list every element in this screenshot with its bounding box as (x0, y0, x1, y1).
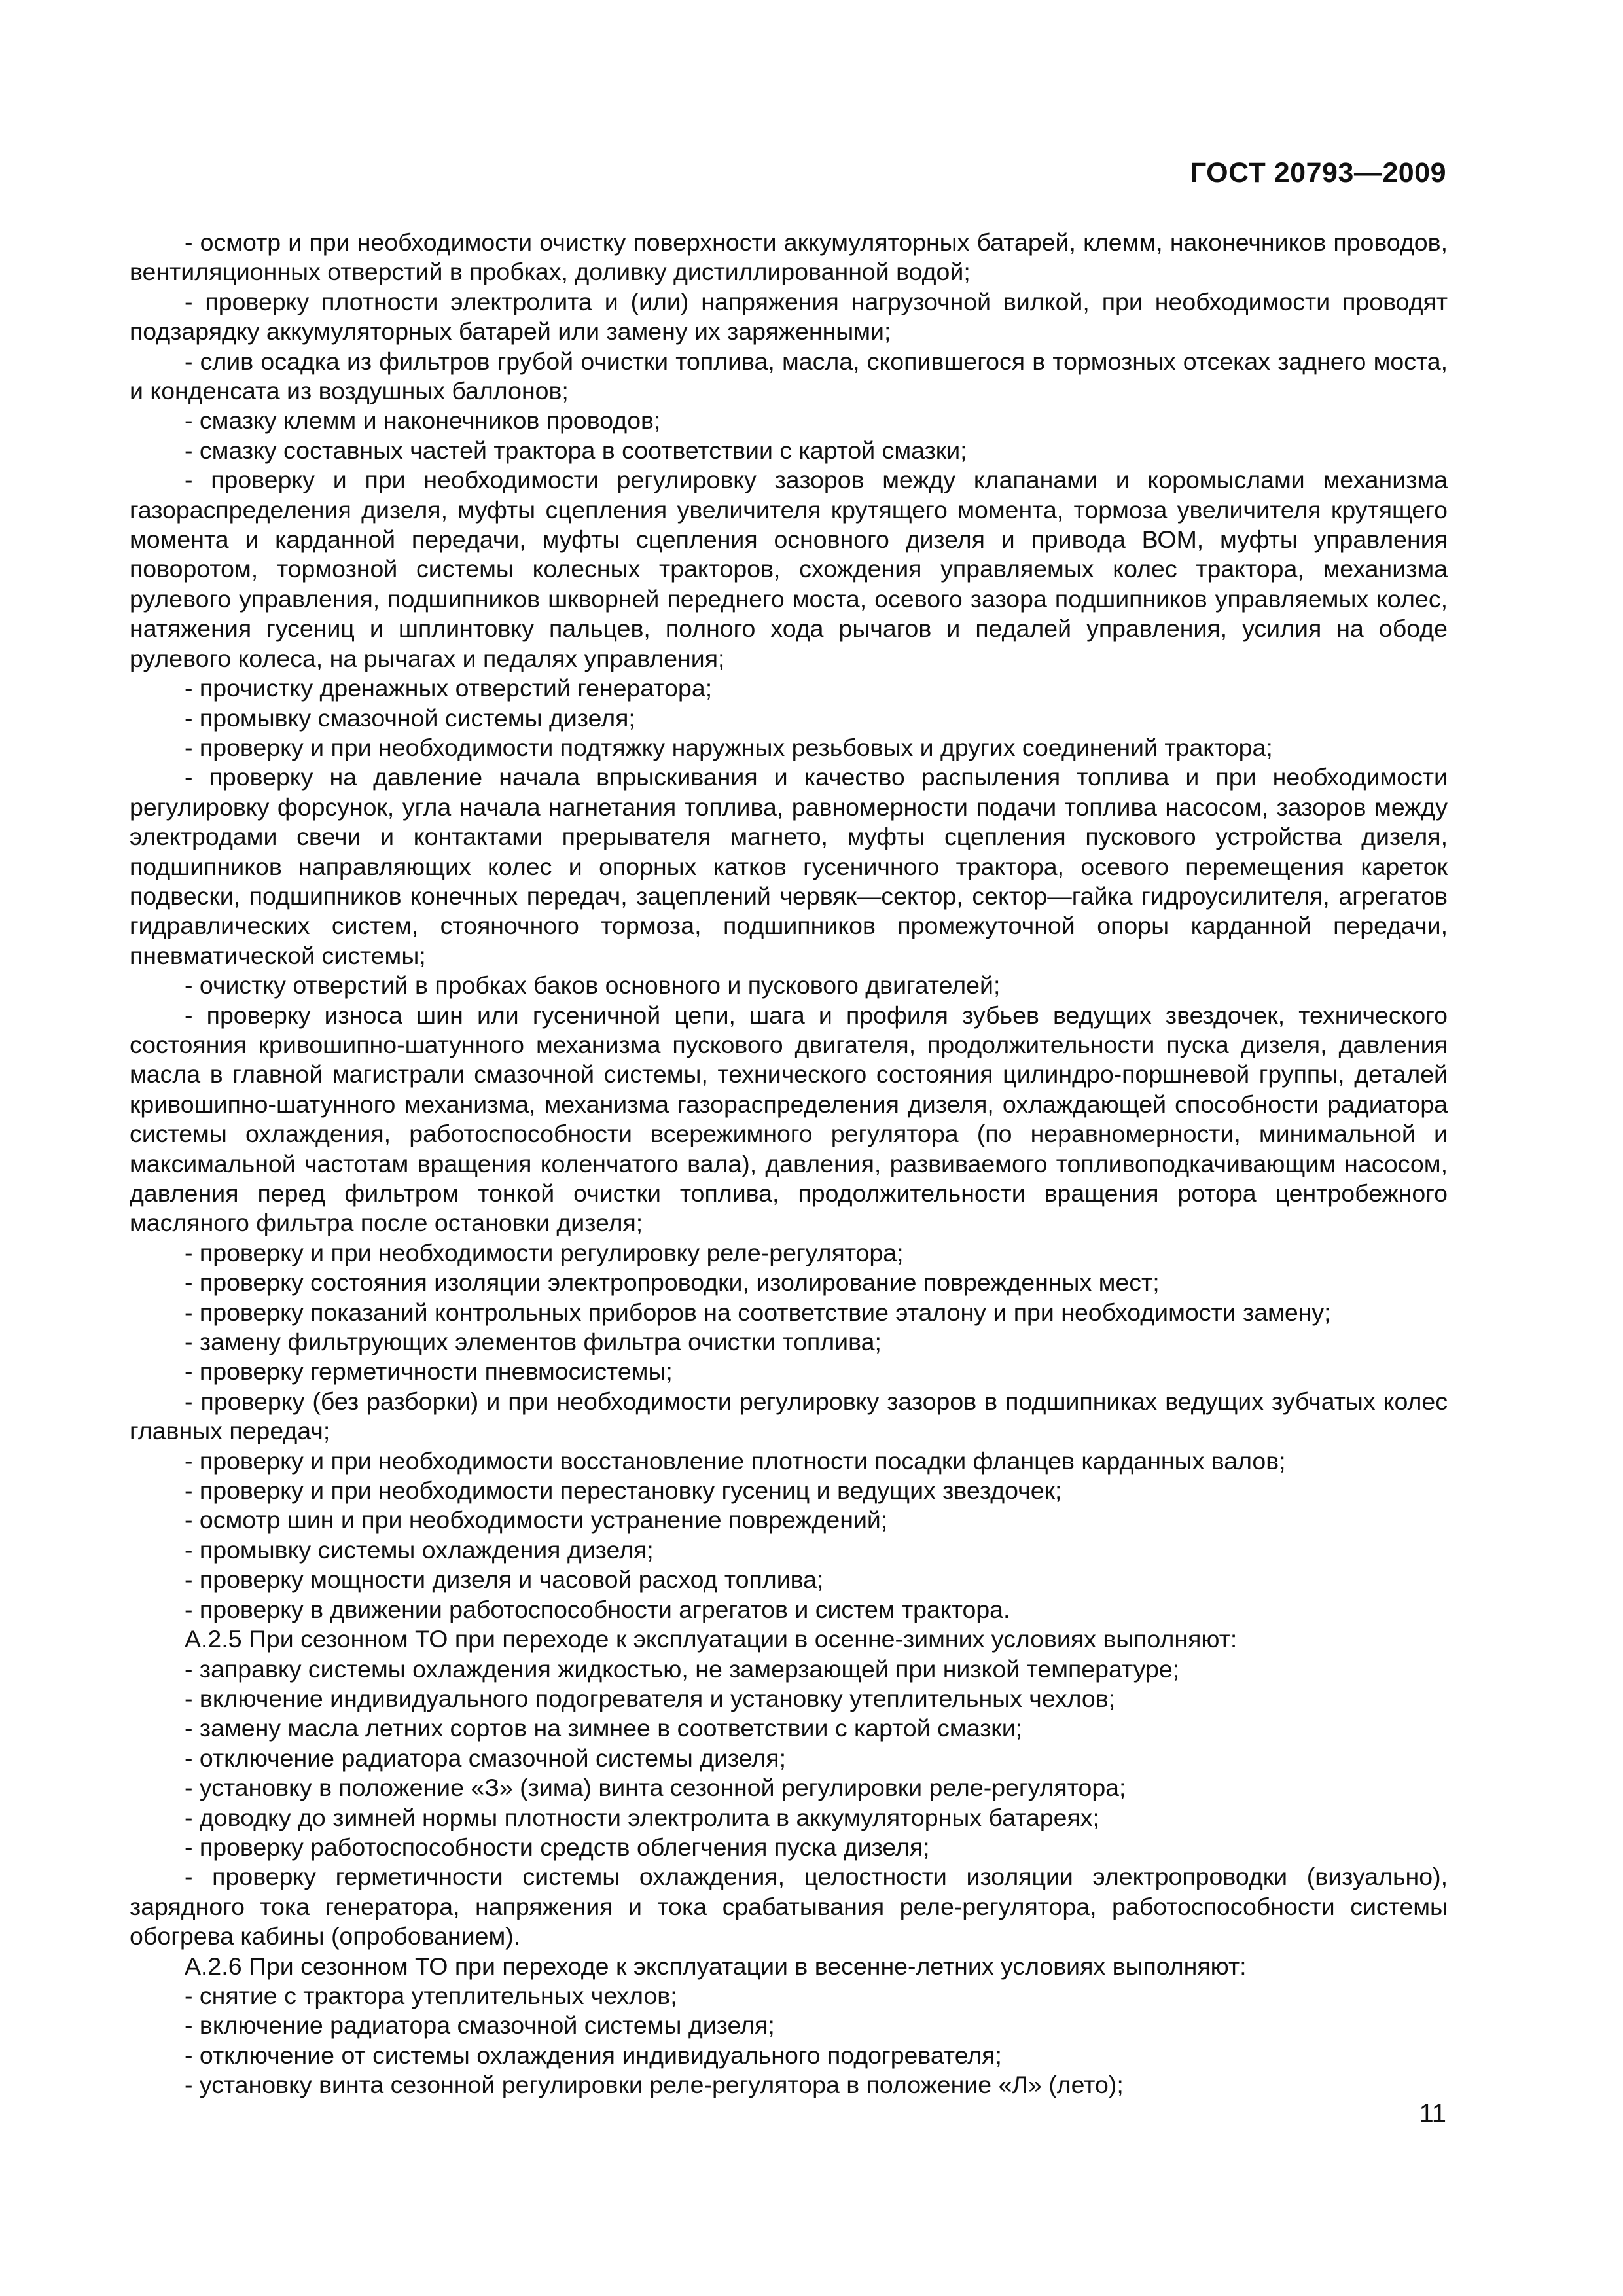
list-item: - отключение от системы охлаждения индивидуального подогревателя; (185, 2041, 1002, 2069)
document-header: ГОСТ 20793—2009 (1190, 157, 1446, 188)
list-item: - проверку износа шин или гусеничной цепи, шага и профиля зубьев ведущих звездочек, технического состояния кривошипно-шатунного механизма пускового двигателя, продолжительности пуска дизеля, давления масла в главной магистрали смазочной системы, технического состояния цилиндро-поршневой группы, деталей кривошипно-шатунного механизма, механизма газораспределения дизеля, охлаждающей способности радиатора системы охлаждения, работоспособности всережимного регулятора (по неравномерности, минимальной и максимальной частотам вращения коленчатого вала), давления, развиваемого топливоподкачивающим насосом, давления перед фильтром тонкой очистки топлива, продолжительности вращения ротора центробежного масляного фильтра после остановки дизеля; (130, 1001, 1448, 1237)
list-item: - проверку работоспособности средств облегчения пуска дизеля; (185, 1833, 930, 1861)
section-heading-a-2-5: А.2.5 При сезонном ТО при переходе к эксплуатации в осенне-зимних условиях выполняют: (185, 1625, 1238, 1653)
list-item: - очистку отверстий в пробках баков основного и пускового двигателей; (185, 971, 1001, 999)
section-heading-a-2-6: А.2.6 При сезонном ТО при переходе к эксплуатации в весенне-летних условиях выполняют: (185, 1952, 1247, 1980)
list-item: - установку винта сезонной регулировки реле-регулятора в положение «Л» (лето); (185, 2071, 1124, 2099)
list-item: - проверку герметичности пневмосистемы; (185, 1357, 673, 1386)
list-item: - осмотр шин и при необходимости устранение повреждений; (185, 1506, 888, 1534)
list-item: - проверку показаний контрольных приборов на соответствие эталону и при необходимости замену; (185, 1298, 1331, 1326)
list-item: - замену фильтрующих элементов фильтра очистки топлива; (185, 1328, 882, 1356)
list-item: - проверку герметичности системы охлаждения, целостности изоляции электропроводки (визуально), зарядного тока генератора, напряжения и тока срабатывания реле-регулятора, работоспособности системы обогрева кабины (опробованием). (130, 1863, 1448, 1950)
list-item: - доводку до зимней нормы плотности электролита в аккумуляторных батареях; (185, 1803, 1099, 1831)
list-item: - осмотр и при необходимости очистку поверхности аккумуляторных батарей, клемм, наконечников проводов, вентиляционных отверстий в пробках, доливку дистиллированной водой; (130, 228, 1448, 286)
list-item: - проверку и при необходимости восстановление плотности посадки фланцев карданных валов; (185, 1446, 1286, 1475)
document-body (130, 228, 1448, 2100)
list-item: - снятие с трактора утеплительных чехлов; (185, 1981, 677, 2009)
list-item: - проверку в движении работоспособности агрегатов и систем трактора. (185, 1595, 1010, 1623)
list-item: - слив осадка из фильтров грубой очистки топлива, масла, скопившегося в тормозных отсеках заднего моста, и конденсата из воздушных баллонов; (130, 347, 1448, 405)
list-item: - проверку состояния изоляции электропроводки, изолирование поврежденных мест; (185, 1268, 1160, 1297)
list-item: - проверку и при необходимости регулировку зазоров между клапанами и коромыслами механизма газораспределения дизеля, муфты сцепления увеличителя крутящего момента, тормоза увеличителя крутящего момента и карданной передачи, муфты сцепления основного дизеля и привода ВОМ, муфты управления поворотом, тормозной системы колесных тракторов, схождения управляемых колес трактора, механизма рулевого управления, подшипников шкворней переднего моста, осевого зазора подшипников управляемых колес, натяжения гусениц и шплинтовку пальцев, полного хода рычагов и педалей управления, усилия на ободе рулевого колеса, на рычагах и педалях управления; (130, 466, 1448, 672)
list-item: - промывку системы охлаждения дизеля; (185, 1535, 654, 1564)
list-item: - проверку и при необходимости регулировку реле-регулятора; (185, 1238, 904, 1266)
list-item: - проверку и при необходимости перестановку гусениц и ведущих звездочек; (185, 1477, 1062, 1505)
list-item: - отключение радиатора смазочной системы дизеля; (185, 1744, 787, 1772)
list-item: - проверку плотности электролита и (или) напряжения нагрузочной вилкой, при необходимости проводят подзарядку аккумуляторных батарей или замену их заряженными; (130, 287, 1448, 346)
list-item: - установку в положение «З» (зима) винта сезонной регулировки реле-регулятора; (185, 1774, 1126, 1802)
list-item: - проверку мощности дизеля и часовой расход топлива; (185, 1566, 824, 1594)
list-item: - заправку системы охлаждения жидкостью, не замерзающей при низкой температуре; (185, 1655, 1180, 1683)
list-item: - смазку клемм и наконечников проводов; (185, 406, 661, 435)
list-item: - смазку составных частей трактора в соответствии с картой смазки; (185, 436, 967, 464)
list-item: - включение индивидуального подогревателя и установку утеплительных чехлов; (185, 1684, 1116, 1712)
list-item: - проверку на давление начала впрыскивания и качество распыления топлива и при необходимости регулировку форсунок, угла начала нагнетания топлива, равномерности подачи топлива насосом, зазоров между электродами свечи и контактами прерывателя магнето, муфты сцепления пускового устройства дизеля, подшипников направляющих колес и опорных катков гусеничного трактора, осевого перемещения кареток подвески, подшипников конечных передач, зацеплений червяк—сектор, сектор—гайка гидроусилителя, агрегатов гидравлических систем, стояночного тормоза, подшипников промежуточной опоры карданной передачи, пневматической системы; (130, 763, 1448, 969)
list-item: - прочистку дренажных отверстий генератора; (185, 674, 713, 702)
list-item: - замену масла летних сортов на зимнее в соответствии с картой смазки; (185, 1714, 1023, 1742)
list-item: - промывку смазочной системы дизеля; (185, 704, 635, 732)
list-item: - проверку (без разборки) и при необходимости регулировку зазоров в подшипниках ведущих зубчатых колес главных передач; (130, 1387, 1448, 1445)
page-number: 11 (1419, 2099, 1446, 2128)
list-item: - включение радиатора смазочной системы дизеля; (185, 2011, 775, 2039)
list-item: - проверку и при необходимости подтяжку наружных резьбовых и других соединений трактора; (185, 733, 1273, 761)
